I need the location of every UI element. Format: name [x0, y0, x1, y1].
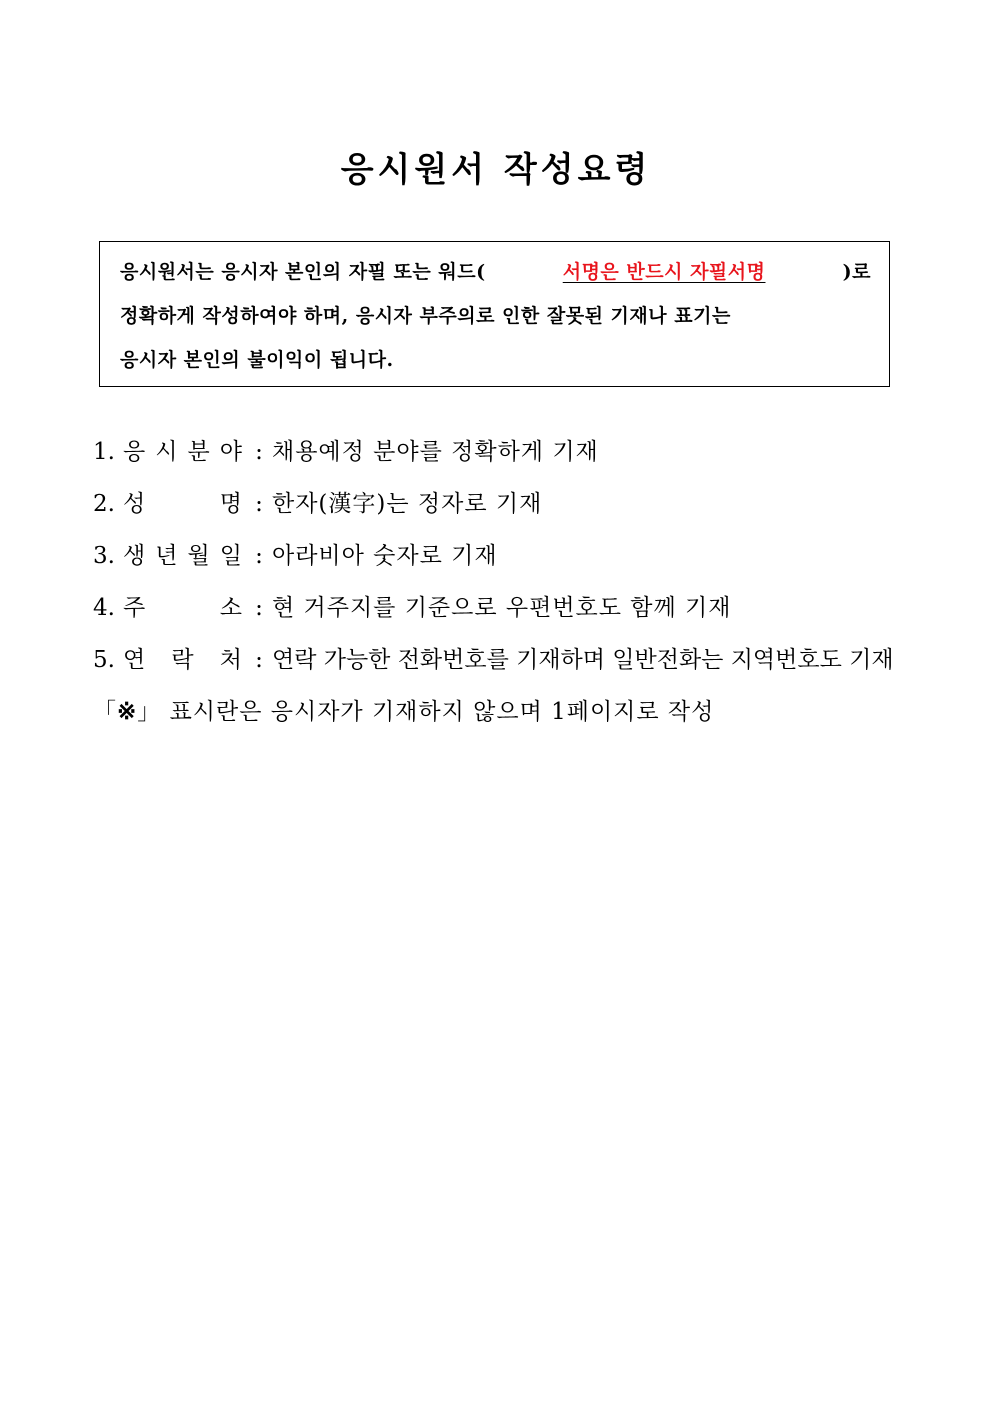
instruction-item	[93, 430, 893, 482]
notice-line-1-suffix: )로	[842, 261, 871, 283]
item-number: 1.	[93, 439, 115, 465]
instruction-item	[93, 638, 893, 690]
item-colon: :	[255, 647, 263, 673]
footnote-text: 표시란은 응시자가 기재하지 않으며 1페이지로 작성	[161, 699, 715, 725]
item-number: 4.	[93, 595, 115, 621]
instruction-item	[93, 482, 893, 534]
notice-signature-requirement: 서명은 반드시 자필서명	[562, 261, 766, 283]
notice-box	[99, 241, 890, 387]
item-label: 성 명	[123, 491, 242, 517]
item-description: 연락 가능한 전화번호를 기재하며 일반전화는 지역번호도 기재	[272, 647, 894, 673]
item-colon: :	[255, 439, 263, 465]
instruction-item	[93, 586, 893, 638]
item-label: 주 소	[123, 595, 242, 621]
notice-line-1	[120, 250, 871, 294]
footnote-open-bracket: 「	[93, 699, 117, 725]
footnote-close-bracket: 」	[137, 699, 162, 725]
notice-line-2: 정확하게 작성하여야 하며, 응시자 부주의로 인한 잘못된 기재나 표기는	[120, 305, 731, 327]
instruction-item	[93, 534, 893, 586]
item-colon: :	[255, 543, 263, 569]
item-description: 채용예정 분야를 정확하게 기재	[272, 439, 599, 465]
item-number: 3.	[93, 543, 115, 569]
notice-line-3: 응시자 본인의 불이익이 됩니다.	[120, 349, 394, 371]
item-label: 생 년 월 일	[123, 543, 242, 569]
item-label: 응 시 분 야	[123, 439, 242, 465]
instruction-list	[93, 430, 893, 742]
item-label: 연 락 처	[123, 647, 242, 673]
item-colon: :	[255, 595, 263, 621]
item-description: 한자(漢字)는 정자로 기재	[272, 491, 543, 517]
item-number: 5.	[93, 647, 115, 673]
item-colon: :	[255, 491, 263, 517]
item-description: 아라비아 숫자로 기재	[272, 543, 498, 569]
notice-line-1-prefix: 응시원서는 응시자 본인의 자필 또는 워드(	[120, 261, 486, 283]
reference-mark-icon: ※	[117, 698, 138, 725]
footnote	[93, 690, 893, 742]
item-number: 2.	[93, 491, 115, 517]
item-description: 현 거주지를 기준으로 우편번호도 함께 기재	[272, 595, 732, 621]
page-title: 응시원서 작성요령	[340, 150, 652, 190]
